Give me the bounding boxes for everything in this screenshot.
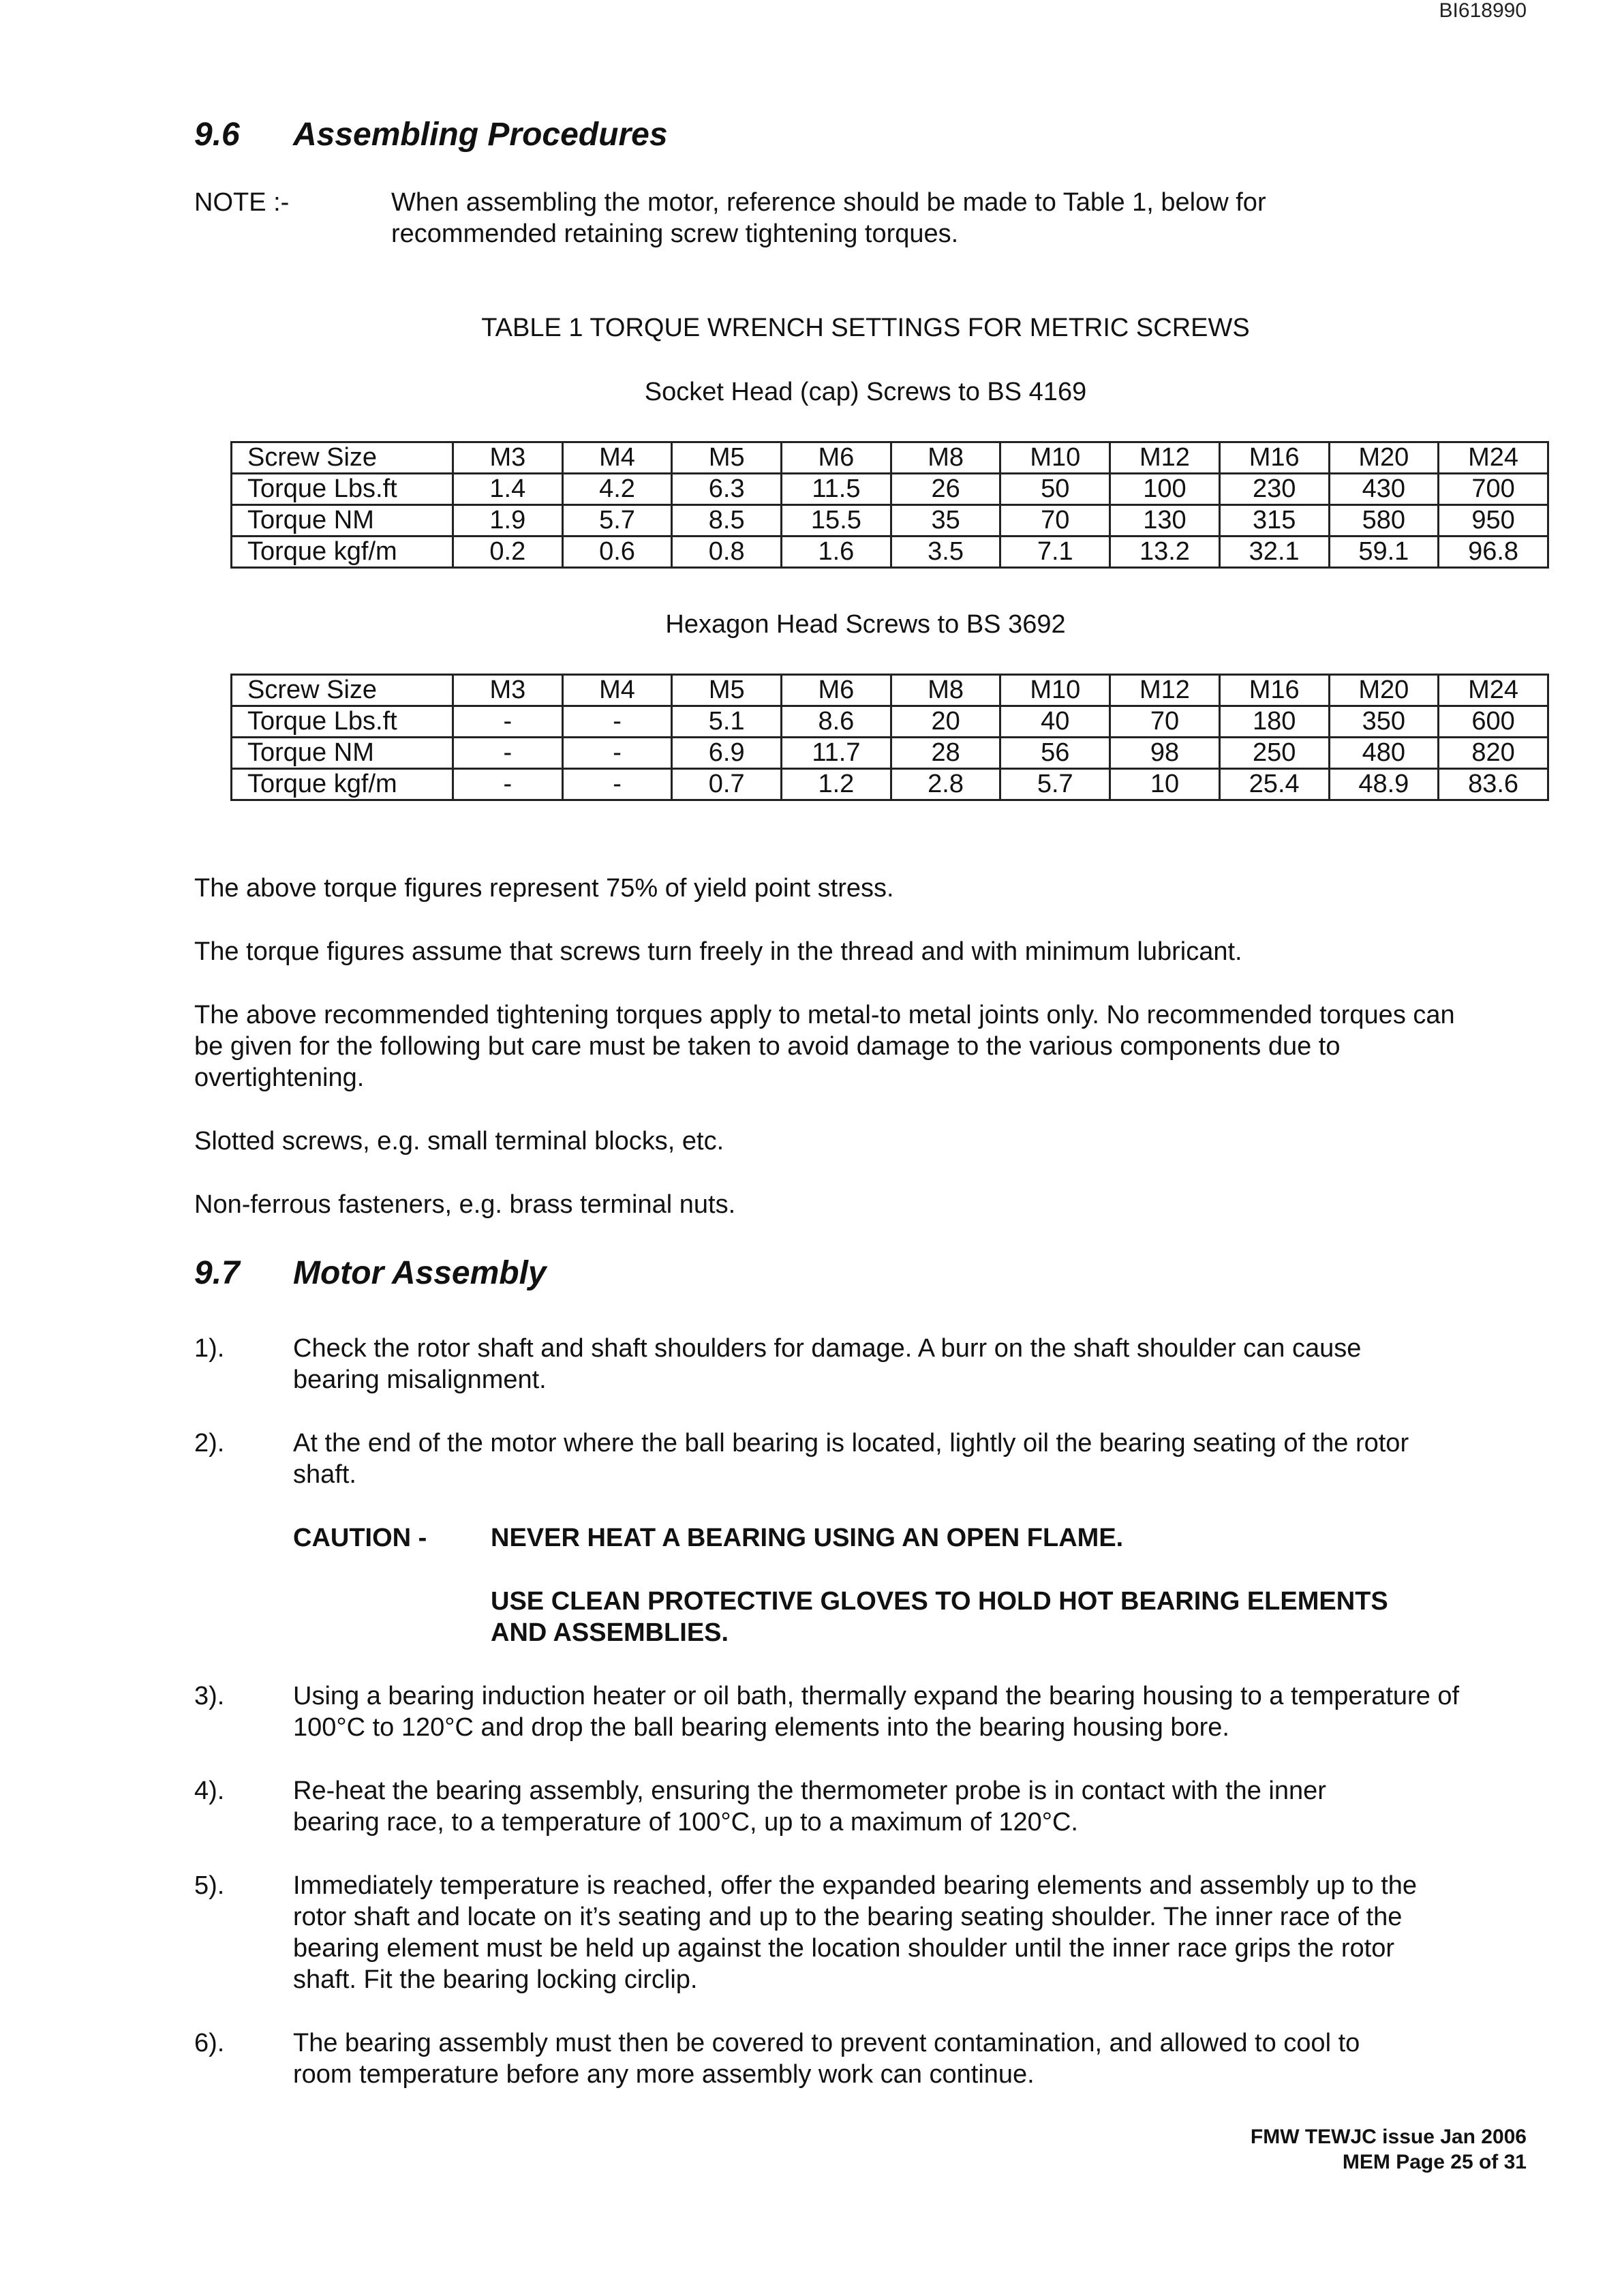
table-cell: 100	[1110, 474, 1220, 505]
table-cell: 1.9	[453, 505, 563, 537]
table-cell: 0.6	[562, 537, 672, 568]
section-title: Motor Assembly	[293, 1255, 547, 1291]
table-cell: 32.1	[1219, 537, 1329, 568]
paragraph-line: overtightening.	[194, 1063, 365, 1092]
table-cell: 25.4	[1219, 769, 1329, 800]
table-cell: 950	[1439, 505, 1548, 537]
note-line-1: When assembling the motor, reference should be made to Table 1, below for	[391, 188, 1266, 217]
section-number: 9.7	[194, 1255, 240, 1291]
paragraph-line: be given for the following but care must be taken to avoid damage to the various components due to	[194, 1032, 1341, 1061]
table-cell: 11.7	[782, 738, 891, 769]
table-row	[232, 769, 1548, 800]
table-cell: -	[562, 769, 672, 800]
row-label: Screw Size	[232, 442, 453, 474]
table-cell: 48.9	[1329, 769, 1439, 800]
list-item-line: Check the rotor shaft and shaft shoulders for damage. A burr on the shaft shoulder can cause	[293, 1334, 1362, 1363]
table-cell: M16	[1219, 675, 1329, 706]
table-cell: M6	[782, 675, 891, 706]
table-cell: 7.1	[1000, 537, 1110, 568]
table-cell: 8.5	[672, 505, 782, 537]
table-cell: 26	[891, 474, 1000, 505]
table-cell: M3	[453, 675, 563, 706]
table-cell: 8.6	[782, 706, 891, 738]
table-cell: 350	[1329, 706, 1439, 738]
list-item-line: bearing race, to a temperature of 100°C, up to a maximum of 120°C.	[293, 1808, 1078, 1837]
row-label: Torque NM	[232, 738, 453, 769]
table-cell: 3.5	[891, 537, 1000, 568]
table-cell: M8	[891, 675, 1000, 706]
table-cell: 430	[1329, 474, 1439, 505]
table-cell: 6.9	[672, 738, 782, 769]
table-cell: M12	[1110, 675, 1220, 706]
table-cell: 6.3	[672, 474, 782, 505]
socket-head-torque-table	[230, 441, 1549, 569]
table-cell: M5	[672, 675, 782, 706]
table-row	[232, 537, 1548, 568]
table-row	[232, 738, 1548, 769]
table-cell: 11.5	[782, 474, 891, 505]
table-cell: 10	[1110, 769, 1220, 800]
table-row	[232, 442, 1548, 474]
table-cell: -	[562, 738, 672, 769]
list-item-line: shaft.	[293, 1460, 356, 1489]
hex-table-caption: Hexagon Head Screws to BS 3692	[665, 610, 1066, 639]
note-line-2: recommended retaining screw tightening torques.	[391, 220, 959, 248]
table-cell: -	[453, 738, 563, 769]
socket-table-caption: Socket Head (cap) Screws to BS 4169	[644, 378, 1087, 406]
table-cell: M10	[1000, 442, 1110, 474]
list-item-number: 6).	[194, 2029, 225, 2057]
table-cell: 1.2	[782, 769, 891, 800]
table-row	[232, 706, 1548, 738]
list-item-line: bearing element must be held up against the location shoulder until the inner race grips the rotor	[293, 1934, 1394, 1963]
table-cell: 28	[891, 738, 1000, 769]
table-cell: 250	[1219, 738, 1329, 769]
list-item-number: 2).	[194, 1429, 225, 1457]
paragraph-line: The above recommended tightening torques apply to metal-to metal joints only. No recommended torques can	[194, 1001, 1455, 1029]
table-cell: 180	[1219, 706, 1329, 738]
list-item-number: 4).	[194, 1777, 225, 1805]
table-cell: 59.1	[1329, 537, 1439, 568]
table-cell: 5.1	[672, 706, 782, 738]
table-cell: 5.7	[1000, 769, 1110, 800]
table-cell: M4	[562, 675, 672, 706]
table-cell: 1.6	[782, 537, 891, 568]
caution-text: NEVER HEAT A BEARING USING AN OPEN FLAME.	[491, 1524, 1124, 1552]
paragraph: Slotted screws, e.g. small terminal blocks, etc.	[194, 1127, 724, 1155]
table-cell: 4.2	[562, 474, 672, 505]
table-cell: M5	[672, 442, 782, 474]
table-cell: 50	[1000, 474, 1110, 505]
table-cell: M3	[453, 442, 563, 474]
table-row	[232, 675, 1548, 706]
table-row	[232, 474, 1548, 505]
table-cell: 130	[1110, 505, 1220, 537]
table-cell: 56	[1000, 738, 1110, 769]
paragraph: Non-ferrous fasteners, e.g. brass terminal nuts.	[194, 1190, 736, 1219]
table-cell: 600	[1439, 706, 1548, 738]
paragraph: The torque figures assume that screws turn freely in the thread and with minimum lubricant.	[194, 937, 1242, 966]
table-cell: 15.5	[782, 505, 891, 537]
list-item-line: bearing misalignment.	[293, 1365, 547, 1394]
table-cell: M24	[1439, 442, 1548, 474]
list-item-line: Using a bearing induction heater or oil bath, thermally expand the bearing housing to a temperature of	[293, 1682, 1460, 1710]
table-cell: 0.2	[453, 537, 563, 568]
list-item-line: room temperature before any more assembly work can continue.	[293, 2060, 1035, 2089]
row-label: Torque Lbs.ft	[232, 706, 453, 738]
table-cell: 98	[1110, 738, 1220, 769]
table-cell: 70	[1000, 505, 1110, 537]
table-cell: 40	[1000, 706, 1110, 738]
section-number: 9.6	[194, 117, 240, 153]
table-cell: 83.6	[1439, 769, 1548, 800]
table-cell: 2.8	[891, 769, 1000, 800]
hexagon-head-torque-table	[230, 674, 1549, 801]
list-item-line: Re-heat the bearing assembly, ensuring the thermometer probe is in contact with the inner	[293, 1777, 1326, 1805]
list-item-line: At the end of the motor where the ball bearing is located, lightly oil the bearing seating of the rotor	[293, 1429, 1409, 1457]
list-item-line: rotor shaft and locate on it’s seating and up to the bearing seating shoulder. The inner race of the	[293, 1903, 1403, 1931]
footer-page: MEM Page 25 of 31	[1342, 2151, 1527, 2173]
table-cell: 480	[1329, 738, 1439, 769]
row-label: Torque kgf/m	[232, 537, 453, 568]
table-row	[232, 505, 1548, 537]
list-item-line: Immediately temperature is reached, offer the expanded bearing elements and assembly up to the	[293, 1871, 1418, 1900]
table-cell: M24	[1439, 675, 1548, 706]
table-cell: 0.7	[672, 769, 782, 800]
table-cell: -	[562, 706, 672, 738]
table-cell: 0.8	[672, 537, 782, 568]
table-cell: -	[453, 706, 563, 738]
table-cell: M6	[782, 442, 891, 474]
note-label: NOTE :-	[194, 188, 290, 217]
footer-issue: FMW TEWJC issue Jan 2006	[1250, 2126, 1527, 2148]
table-cell: 580	[1329, 505, 1439, 537]
table-cell: M12	[1110, 442, 1220, 474]
table-cell: 230	[1219, 474, 1329, 505]
row-label: Torque Lbs.ft	[232, 474, 453, 505]
caution-label: CAUTION -	[293, 1524, 427, 1552]
list-item-number: 5).	[194, 1871, 225, 1900]
table-cell: M20	[1329, 442, 1439, 474]
list-item-number: 3).	[194, 1682, 225, 1710]
table-cell: 70	[1110, 706, 1220, 738]
table-cell: 5.7	[562, 505, 672, 537]
table-cell: 700	[1439, 474, 1548, 505]
row-label: Screw Size	[232, 675, 453, 706]
table-cell: M20	[1329, 675, 1439, 706]
list-item-line: The bearing assembly must then be covered to prevent contamination, and allowed to cool to	[293, 2029, 1360, 2057]
table-cell: 20	[891, 706, 1000, 738]
table-cell: 1.4	[453, 474, 563, 505]
table-cell: M4	[562, 442, 672, 474]
row-label: Torque NM	[232, 505, 453, 537]
table-title: TABLE 1 TORQUE WRENCH SETTINGS FOR METRIC SCREWS	[481, 314, 1250, 342]
list-item-number: 1).	[194, 1334, 225, 1363]
table-cell: M8	[891, 442, 1000, 474]
table-cell: M10	[1000, 675, 1110, 706]
table-cell: 820	[1439, 738, 1548, 769]
table-cell: 35	[891, 505, 1000, 537]
table-cell: M16	[1219, 442, 1329, 474]
list-item-line: shaft. Fit the bearing locking circlip.	[293, 1965, 698, 1994]
table-cell: -	[453, 769, 563, 800]
table-cell: 315	[1219, 505, 1329, 537]
caution-text: USE CLEAN PROTECTIVE GLOVES TO HOLD HOT BEARING ELEMENTS	[491, 1587, 1388, 1616]
section-title: Assembling Procedures	[293, 117, 668, 153]
table-cell: 13.2	[1110, 537, 1220, 568]
list-item-line: 100°C to 120°C and drop the ball bearing elements into the bearing housing bore.	[293, 1713, 1229, 1742]
row-label: Torque kgf/m	[232, 769, 453, 800]
caution-text: AND ASSEMBLIES.	[491, 1618, 729, 1647]
document-id: BI618990	[1439, 0, 1527, 22]
paragraph: The above torque figures represent 75% of yield point stress.	[194, 874, 894, 903]
table-cell: 96.8	[1439, 537, 1548, 568]
